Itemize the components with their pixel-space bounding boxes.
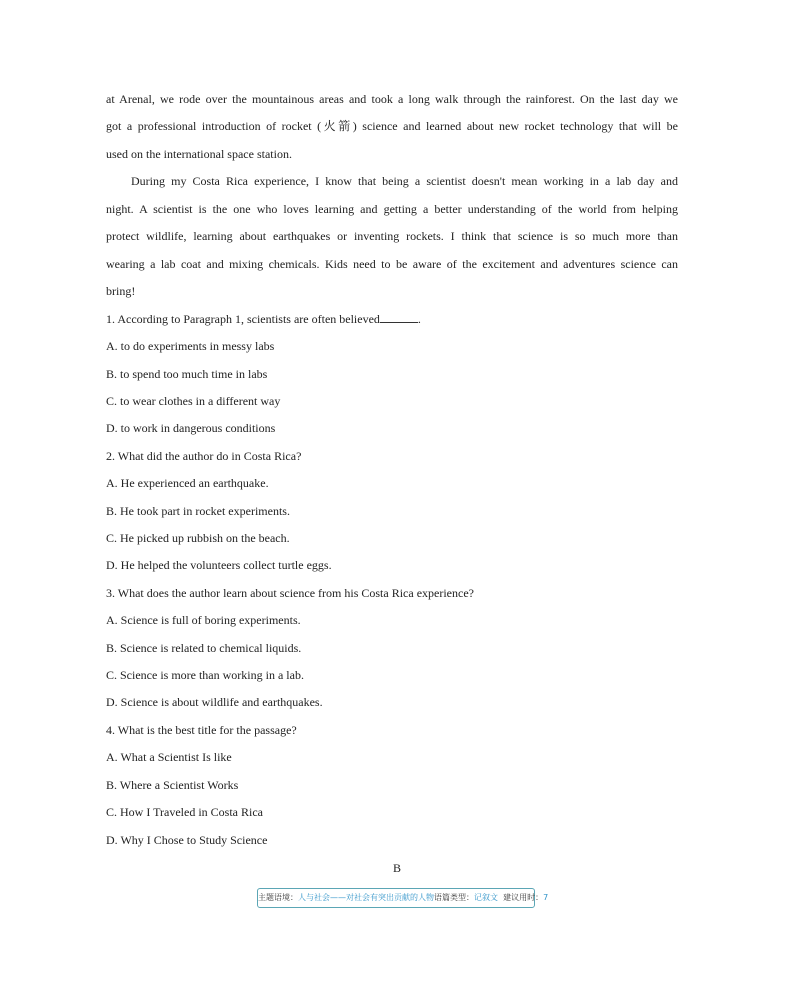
question-stem-text: 1. According to Paragraph 1, scientists are often believed	[106, 312, 380, 326]
passage-line: used on the international space station.	[106, 147, 292, 161]
option: C. How I Traveled in Costa Rica	[106, 805, 263, 819]
option: B. Science is related to chemical liquids.	[106, 641, 302, 655]
question-stem-end: .	[417, 312, 421, 326]
option: A. He experienced an earthquake.	[106, 476, 269, 490]
question-2-stem: 2. What did the author do in Costa Rica?	[106, 449, 302, 463]
option: D. to work in dangerous conditions	[106, 421, 276, 435]
theme-value: 人与社会——对社会有突出贡献的人物	[298, 893, 434, 902]
option: D. Science is about wildlife and earthquakes.	[106, 695, 323, 709]
passage-info-banner	[257, 888, 549, 908]
option: B. He took part in rocket experiments.	[106, 504, 290, 518]
time-value: 7	[543, 893, 549, 902]
question-4-stem: 4. What is the best title for the passage?	[106, 723, 297, 737]
option: B. to spend too much time in labs	[106, 367, 268, 381]
option: A. to do experiments in messy labs	[106, 339, 275, 353]
time-label: 建议用时：	[503, 893, 544, 902]
section-letter: B	[392, 861, 401, 875]
theme-label: 主题语境：	[258, 893, 298, 902]
passage-line: at Arenal, we rode over the mountainous areas and took a long walk through the rainforest. On the last day we	[106, 92, 678, 106]
option: C. to wear clothes in a different way	[106, 394, 281, 408]
option: C. He picked up rubbish on the beach.	[106, 531, 290, 545]
answer-blank[interactable]	[380, 311, 418, 323]
passage-line: night. A scientist is the one who loves learning and getting a better understanding of the world from helping	[106, 202, 678, 216]
option: D. Why I Chose to Study Science	[106, 833, 268, 847]
option: B. Where a Scientist Works	[106, 778, 239, 792]
option: C. Science is more than working in a lab.	[106, 668, 304, 682]
question-1-stem	[106, 311, 421, 327]
option: A. What a Scientist Is like	[106, 750, 232, 764]
passage-line: During my Costa Rica experience, I know that being a scientist doesn't mean working in a lab day and	[131, 174, 678, 188]
genre-value: 记叙文	[474, 893, 498, 902]
passage-line: wearing a lab coat and mixing chemicals. Kids need to be aware of the excitement and adventures science can	[106, 257, 678, 271]
passage-line: protect wildlife, learning about earthquakes or inventing rockets. I think that science is so much more than	[106, 229, 678, 243]
option: D. He helped the volunteers collect turtle eggs.	[106, 558, 332, 572]
genre-label: 语篇类型：	[434, 893, 474, 902]
option: A. Science is full of boring experiments.	[106, 613, 301, 627]
question-3-stem: 3. What does the author learn about science from his Costa Rica experience?	[106, 586, 474, 600]
passage-line: got a professional introduction of rocket (火箭) science and learned about new rocket technology that will be	[106, 119, 678, 133]
passage-line: bring!	[106, 284, 136, 298]
